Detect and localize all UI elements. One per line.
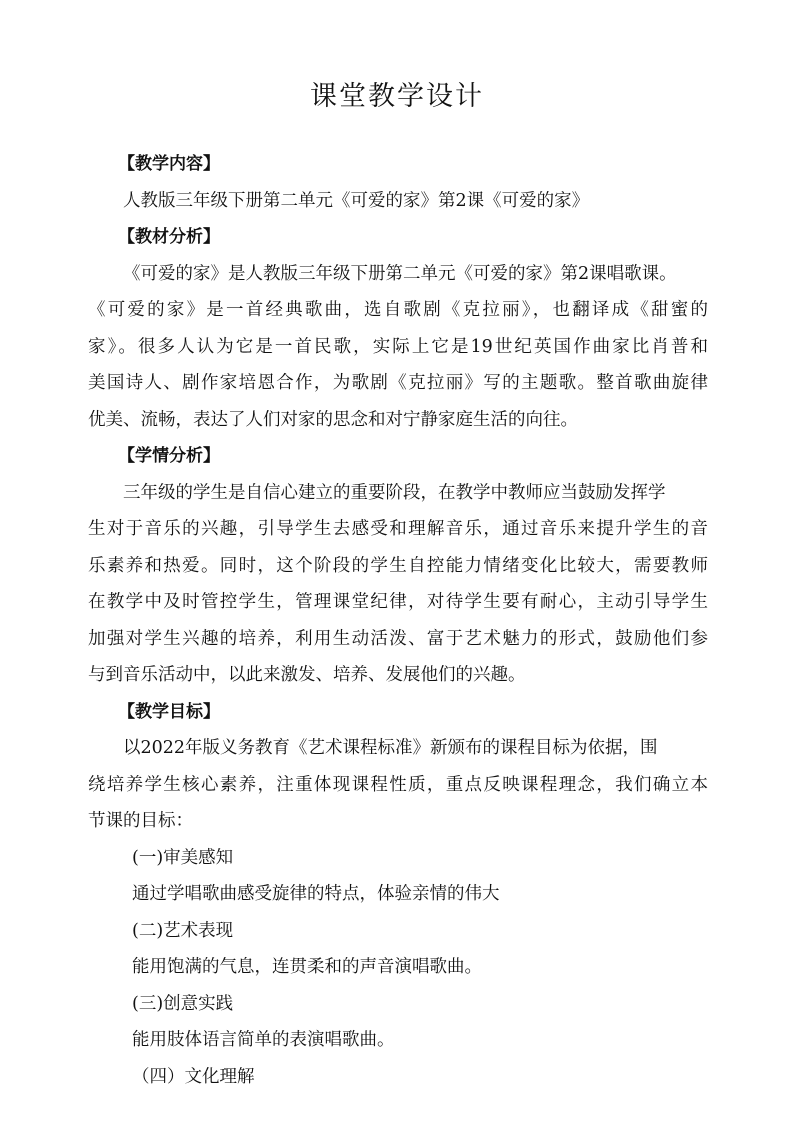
paragraph-line: 优美、流畅，表达了人们对家的思念和对宁静家庭生活的向往。 [88, 409, 578, 430]
paragraph-line: 人教版三年级下册第二单元《可爱的家》第2课《可爱的家》 [123, 190, 590, 211]
objective-line: 通过学唱歌曲感受旋律的特点，体验亲情的伟大 [132, 884, 500, 904]
paragraph-line: 绕培养学生核心素养，注重体现课程性质，重点反映课程理念，我们确立本 [88, 774, 708, 795]
paragraph-line: 三年级的学生是自信心建立的重要阶段，在教学中教师应当鼓励发挥学 [123, 482, 666, 503]
objective-line: (一)审美感知 [132, 847, 234, 868]
paragraph-line: 在教学中及时管控学生，管理课堂纪律，对待学生要有耐心，主动引导学生 [88, 592, 708, 612]
section-heading: 【教学内容】 [118, 154, 220, 174]
paragraph-line: 加强对学生兴趣的培养，利用生动活泼、富于艺术魅力的形式，鼓励他们参 [88, 628, 708, 649]
section-heading: 【教材分析】 [118, 227, 220, 247]
section-heading: 【教学目标】 [118, 701, 220, 722]
section-heading: 【学情分析】 [118, 446, 220, 466]
paragraph-line: 家》。很多人认为它是一首民歌，实际上它是19世纪英国作曲家比肖普和 [88, 336, 708, 357]
paragraph-line: 生对于音乐的兴趣，引导学生去感受和理解音乐，通过音乐来提升学生的音 [88, 519, 708, 539]
objective-line: 能用饱满的气息，连贯柔和的声音演唱歌曲。 [132, 957, 482, 977]
paragraph-line: 《可爱的家》是一首经典歌曲，选自歌剧《克拉丽》，也翻译成《甜蜜的 [88, 300, 708, 320]
objective-line: 能用肢体语言简单的表演唱歌曲。 [132, 1030, 395, 1050]
paragraph-line: 《可爱的家》是人教版三年级下册第二单元《可爱的家》第2课唱歌课。 [123, 263, 677, 284]
document-body [88, 146, 708, 1095]
objective-line: (三)创意实践 [132, 993, 234, 1014]
paragraph-line: 美国诗人、剧作家培恩合作，为歌剧《克拉丽》写的主题歌。整首歌曲旋律 [88, 373, 708, 393]
objective-line: (二)艺术表现 [132, 920, 234, 941]
paragraph-line: 与到音乐活动中，以此来激发、培养、发展他们的兴趣。 [88, 665, 526, 685]
page-title: 课堂教学设计 [310, 81, 484, 112]
paragraph-line: 以2022年版义务教育《艺术课程标准》新颁布的课程目标为依据，围 [123, 738, 658, 758]
objective-line: （四）文化理解 [132, 1066, 255, 1087]
paragraph-line: 节课的目标： [88, 811, 193, 831]
paragraph-line: 乐素养和热爱。同时，这个阶段的学生自控能力情绪变化比较大，需要教师 [88, 555, 708, 576]
